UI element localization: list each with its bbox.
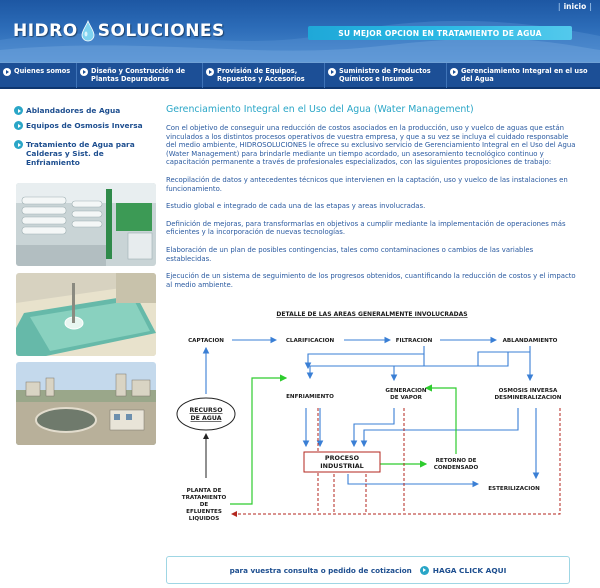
logo-text-soluciones: SOLUCIONES [97, 21, 225, 41]
node-clarificacion: CLARIFICACION [285, 338, 335, 344]
nav-item-label: Provisión de Equipos, Repuestos y Accesorios [217, 67, 305, 83]
node-generacion-2: DE VAPOR [390, 395, 422, 401]
arrow-circle-icon [3, 68, 11, 76]
slogan-bar [308, 26, 572, 40]
cta-text: para vuestra consulta o pedido de cotizacion [229, 565, 412, 575]
node-filtracion: FILTRACION [395, 338, 433, 344]
recurso-label-2: DE AGUA [190, 415, 222, 422]
logo-text-hidro: HIDRO [13, 21, 78, 41]
cta-link[interactable]: HAGA CLICK AQUI [432, 565, 507, 575]
arrow-circle-icon [14, 121, 23, 130]
home-link[interactable]: | inicio | [557, 2, 592, 11]
sidebar-item-label: Tratamiento de Agua para Calderas y Sist. de Enfriamiento [26, 140, 135, 167]
planta-label-3: DE [199, 502, 209, 508]
nav-item-provision-equipos[interactable] [202, 63, 324, 88]
intro-paragraph: Con el objetivo de conseguir una reducción de costos asociados en la producción, uso y vuelco de aguas que están vinculados a los distintos procesos operativos de vuestra empresa, y que a su vez se incluya el cuidado responsable del medio ambiente, HIDROSOLUCIONES le ofrece su exclusivo servicio de Gerenciamiento Integral en el Uso del Agua (Water Management) para brindarle mediante un tiempo acordado, un asesoramiento tecnológico continuo y capacitación permanente a través de profesionales especializados, con las siguientes proposiciones de trabajo: [166, 124, 576, 167]
process-flow-diagram [168, 306, 576, 536]
main-content [166, 104, 576, 298]
node-captacion: CAPTACION [188, 338, 224, 344]
planta-label-4: EFLUENTES [186, 509, 222, 515]
site-header [0, 0, 600, 62]
photo-water-tank [16, 273, 156, 356]
node-osmosis-2: DESMINERALIZACION [494, 395, 562, 401]
nav-item-label: Quienes somos [14, 67, 71, 75]
arrow-circle-icon [420, 566, 429, 575]
sidebar [14, 106, 159, 173]
site-logo[interactable] [13, 18, 225, 44]
planta-label-2: TRATAMIENTO [181, 495, 227, 501]
node-retorno-2: CONDENSADO [433, 465, 479, 471]
nav-item-diseno-construccion[interactable] [76, 63, 202, 88]
arrow-circle-icon [14, 106, 23, 115]
sidebar-item-ablandadores[interactable] [14, 106, 159, 115]
sidebar-item-label: Equipos de Osmosis Inversa [26, 121, 143, 130]
node-recurso-de-agua [177, 398, 235, 430]
arrow-circle-icon [328, 68, 336, 76]
arrow-circle-icon [14, 140, 23, 149]
arrow-circle-icon [450, 68, 458, 76]
sidebar-item-osmosis[interactable] [14, 121, 159, 130]
main-nav [0, 62, 600, 89]
node-generacion-1: GENERACION [385, 388, 427, 394]
node-esterilizacion: ESTERILIZACION [488, 486, 540, 492]
diagram-title: DETALLE DE LAS AREAS GENERALMENTE INVOLUCRADAS [276, 311, 468, 318]
node-enfriamiento: ENFRIAMIENTO [286, 394, 334, 400]
proposal-paragraph: Elaboración de un plan de posibles contingencias, tales como contaminaciones o cambios de las variables establecidas. [166, 245, 534, 263]
photo-treatment-plant [16, 362, 156, 445]
slogan-text: SU MEJOR OPCION EN TRATAMIENTO DE AGUA [338, 28, 542, 38]
proposal-paragraph: Definición de mejoras, para transformarlas en objetivos a cumplir mediante la implementación de operaciones más eficientes y la incorporación de nuevas tecnologías. [166, 219, 566, 237]
home-link-label: inicio [563, 2, 587, 11]
nav-item-productos-quimicos[interactable] [324, 63, 446, 88]
sidebar-item-calderas[interactable] [14, 140, 159, 167]
photo-osmosis-plant [16, 183, 156, 266]
proceso-label-1: PROCESO [324, 454, 360, 462]
proceso-label-2: INDUSTRIAL [320, 462, 364, 470]
arrow-circle-icon [80, 68, 88, 76]
recurso-label-1: RECURSO [189, 407, 223, 414]
nav-item-gerenciamiento[interactable] [446, 63, 600, 88]
arrow-circle-icon [206, 68, 214, 76]
nav-item-label: Gerenciamiento Integral en el uso del Agua [461, 67, 588, 83]
water-drop-icon [81, 20, 95, 42]
node-osmosis-1: OSMOSIS INVERSA [498, 388, 558, 394]
proposal-paragraph: Ejecución de un sistema de seguimiento de los progresos obtenidos, cuantificando la reducción de costos y el impacto al medio ambiente. [166, 272, 576, 289]
node-retorno-1: RETORNO DE [435, 458, 477, 464]
node-ablandamiento: ABLANDAMIENTO [502, 338, 558, 344]
quote-request-cta[interactable] [166, 556, 570, 584]
planta-label-5: LIQUIDOS [188, 516, 220, 522]
proposal-paragraph: Recopilación de datos y antecedentes técnicos que intervienen en la captación, uso y vuelco de las instalaciones en funcionamiento. [166, 175, 568, 193]
home-link-separator: | [557, 2, 561, 11]
nav-item-label: Diseño y Construcción de Plantas Depuradoras [91, 67, 186, 83]
page-title: Gerenciamiento Integral en el Uso del Agua (Water Management) [166, 104, 474, 115]
planta-label-1: PLANTA DE [186, 488, 222, 494]
proposal-paragraph: Estudio global e integrado de cada una de las etapas y areas involucradas. [166, 202, 426, 211]
nav-item-quienes-somos[interactable] [0, 63, 76, 88]
sidebar-item-label: Ablandadores de Agua [26, 106, 121, 115]
nav-item-label: Suministro de Productos Químicos e Insumos [339, 67, 431, 83]
